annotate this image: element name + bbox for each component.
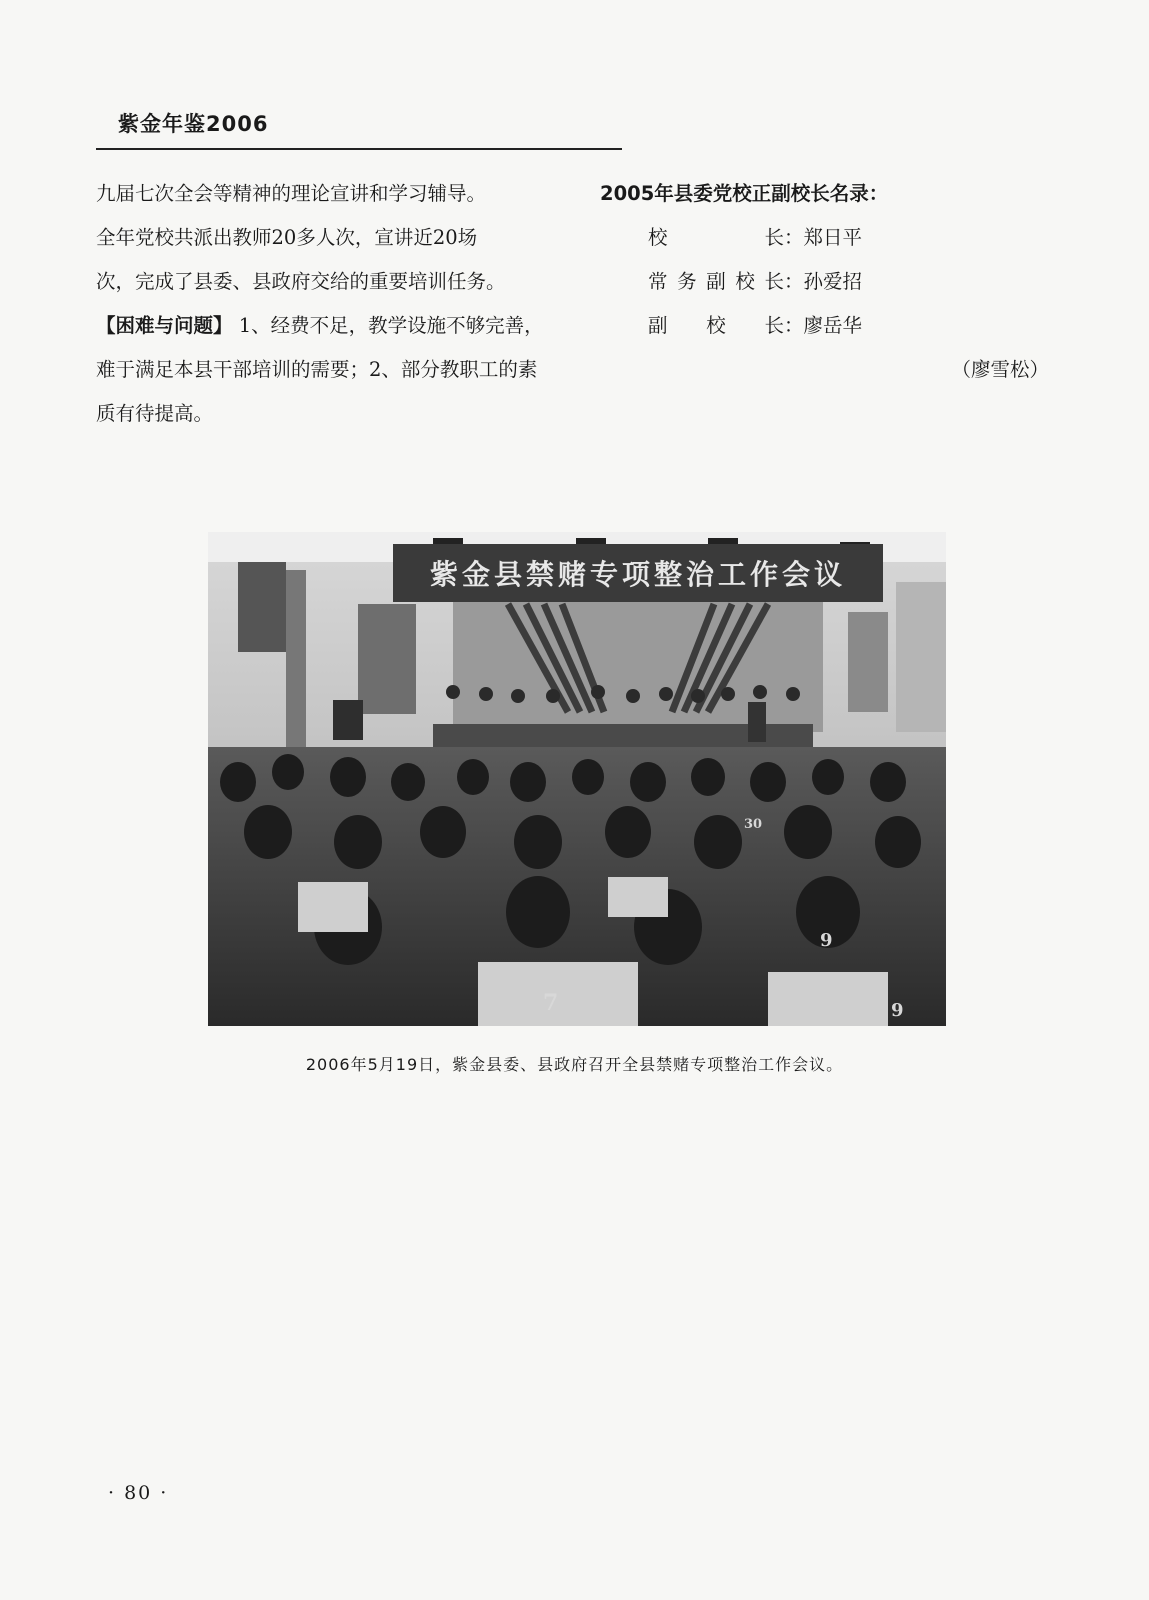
difficulty-text: 1、经费不足，教学设施不够完善，难于满足本县干部培训的需要；2、部分教职工的素质有待提高。 [96,314,544,425]
author-credit: （廖雪松） [951,358,1049,381]
roster-name: ：廖岳华 [784,314,863,337]
roster-role: 副校长 [648,314,784,337]
chair-number: 9 [820,930,833,951]
left-column [96,172,556,436]
running-head: 紫金年鉴2006 [118,112,269,136]
page-number: · 80 · [108,1482,169,1504]
roster-row-principal [600,216,1055,260]
roster-role: 常务副校长 [648,270,784,293]
body-line-1: 九届七次全会等精神的理论宣讲和学习辅导。 [96,182,487,205]
chair-number: 9 [891,1000,904,1021]
roster-name: ：郑日平 [784,226,863,249]
roster-role: 校长 [648,226,784,249]
difficulty-paragraph [96,304,556,436]
difficulty-heading: 【困难与问题】 [96,314,233,337]
header-rule [96,148,622,150]
roster-title: 2005年县委党校正副校长名录： [600,182,889,205]
roster-name: ：孙爱招 [784,270,863,293]
right-column [600,172,1055,392]
meeting-photo [208,532,946,1026]
chair-number: 30 [744,817,763,832]
roster-row-vice [600,304,1055,348]
chair-number: 7 [543,990,559,1016]
photo-caption: 2006年5月19日，紫金县委、县政府召开全县禁赌专项整治工作会议。 [305,1055,844,1074]
photo-banner-text: 紫金县禁赌专项整治工作会议 [429,558,847,591]
body-line-3: 次，完成了县委、县政府交给的重要培训任务。 [96,270,506,293]
roster-row-executive-vice [600,260,1055,304]
body-line-2: 全年党校共派出教师20多人次，宣讲近20场 [96,226,478,249]
